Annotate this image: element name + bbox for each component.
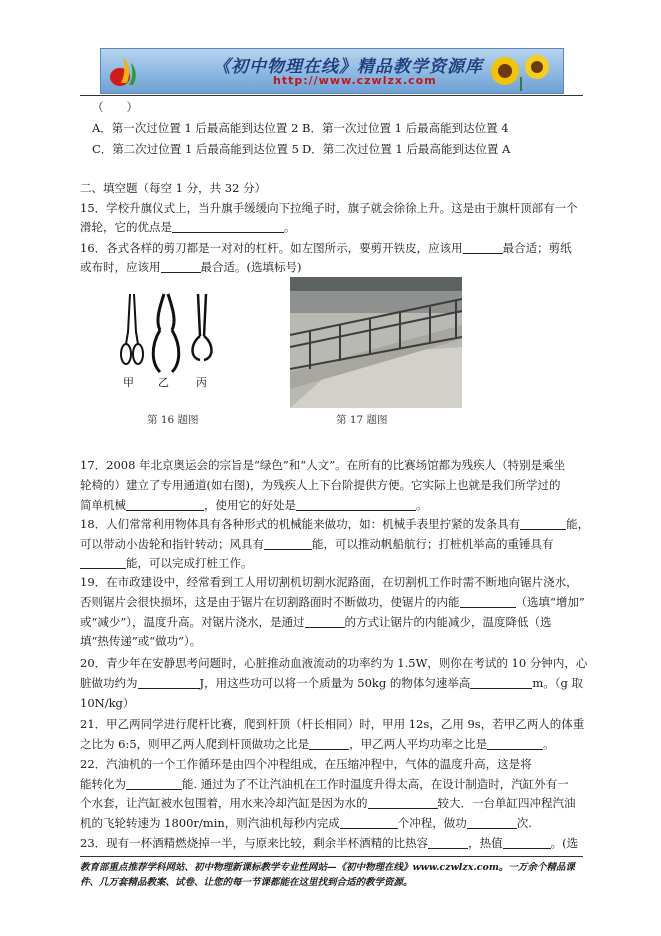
- fig16-label-bing: 丙: [196, 377, 207, 389]
- site-logo-icon: [107, 53, 141, 89]
- q19-line1: 19．在市政建设中，经常看到工人用切割机切割水泥路面，在切割机工作时需不断地向锯片浇水，: [80, 575, 578, 589]
- q22-line4: 机的飞轮转速为 1800r/min，则汽油机每秒内完成 个冲程，做功 次.: [80, 816, 532, 830]
- q23-blank1[interactable]: [428, 836, 468, 849]
- q16-line1: 16．各式各样的剪刀都是一对对的杠杆。如左图所示，要剪开铁皮，应该用 最合适；剪纸: [80, 241, 572, 255]
- q16-line2: 或布时，应该用 最合适。(选填标号): [80, 260, 302, 274]
- section-heading: 二、填空题（每空 1 分，共 32 分）: [80, 181, 267, 195]
- q17-line1: 17．2008 年北京奥运会的宗旨是“绿色”和“人文”。在所有的比赛场馆都为残疾人（特别是乘坐: [80, 458, 566, 472]
- q18-blank1[interactable]: [520, 517, 566, 530]
- scissors-yi-icon: [153, 294, 179, 372]
- q19-line2: 否则锯片会很快损坏，这是由于锯片在切割路面时不断做功，使锯片的内能 （选填“增加”: [80, 595, 585, 609]
- q21-line1: 21．甲乙两同学进行爬杆比赛，爬到杆顶（杆长相同）时，甲用 12s，乙用 9s，若甲乙两人的体重: [80, 717, 585, 731]
- q15-line2: 滑轮，它的优点是 。: [80, 220, 296, 234]
- q21-blank2[interactable]: [487, 737, 543, 750]
- q18-blank3[interactable]: [80, 556, 126, 569]
- banner-url[interactable]: http://www.czwlzx.com: [273, 74, 437, 87]
- q20-blank1[interactable]: [138, 676, 200, 689]
- fig16-label-yi: 乙: [158, 377, 169, 389]
- q17-line3: 简单机械 ，使用它的好处是 。: [80, 498, 428, 512]
- q19-blank2[interactable]: [305, 615, 345, 628]
- q22-blank3[interactable]: [340, 816, 398, 829]
- q20-blank2[interactable]: [470, 676, 532, 689]
- figure-16-scissors: [120, 292, 230, 390]
- footer-line1: 教育部重点推荐学科网站、初中物理新课标教学专业性网站—《初中物理在线》www.czwlzx.com。一万余个精品课: [80, 862, 575, 873]
- q15-blank[interactable]: [172, 220, 284, 233]
- q18-blank2[interactable]: [264, 537, 312, 550]
- q17-line2: 轮椅的）建立了专用通道(如右图)，为残疾人上下台阶提供方便。它实际上也就是我们所学过的: [80, 478, 561, 492]
- q21-line2: 之比为 6:5，则甲乙两人爬到杆顶做功之比是 ，甲乙两人平均功率之比是 。: [80, 737, 555, 751]
- q23-blank2[interactable]: [503, 836, 551, 849]
- q17-blank1[interactable]: [126, 498, 204, 511]
- fig16-label-jia: 甲: [123, 377, 134, 389]
- q14-option-a: A．第一次过位置 1 后最高能到达位置 2: [92, 121, 299, 135]
- q14-option-c: C．第二次过位置 1 后最高能到达位置 5: [92, 142, 299, 156]
- footer-line2: 件、几万套精品教案、试卷、让您的每一节课都能在这里找到合适的教学资源。: [80, 877, 413, 888]
- q23-line1: 23．现有一杯酒精燃烧掉一半，与原来比较，剩余半杯酒精的比热容 ，热值 。(选: [80, 836, 579, 850]
- q22-blank2[interactable]: [368, 796, 438, 809]
- fig16-caption: 第 16 题图: [147, 414, 199, 426]
- page-footer: [80, 856, 583, 890]
- scissors-bing-icon: [193, 294, 212, 360]
- scissors-jia-icon: [121, 294, 143, 364]
- q22-line1: 22．汽油机的一个工作循环是由四个冲程组成，在压缩冲程中，气体的温度升高，这是将: [80, 757, 532, 771]
- q18-line2: 可以带动小齿轮和指针转动；风具有 能，可以推动帆船航行；打桩机举高的重锤具有: [80, 537, 554, 551]
- q14-option-b: B．第一次过位置 1 后最高能到达位置 4: [302, 121, 509, 135]
- q14-option-d: D．第二次过位置 1 后最高能到达位置 A: [302, 142, 511, 156]
- banner-title: 《初中物理在线》精品教学资源库: [213, 57, 483, 77]
- q20-line2: 脏做功约为 J，用这些功可以将一个质量为 50kg 的物体匀速举高 m。（g 取: [80, 676, 584, 690]
- q22-line3: 个水套，让汽缸被水包围着，用水来冷却汽缸是因为水的 较大．一台单缸四冲程汽油: [80, 796, 576, 810]
- q16-blank1[interactable]: [463, 241, 503, 254]
- q14-bracket: （ ）: [92, 100, 138, 114]
- q22-blank1[interactable]: [126, 777, 182, 790]
- q21-blank1[interactable]: [309, 737, 349, 750]
- q18-line1: 18．人们常常利用物体具有各种形式的机械能来做功，如：机械手表里拧紧的发条具有 能，: [80, 517, 590, 531]
- header-divider: [80, 95, 583, 96]
- q22-line2: 能转化为 能. 通过为了不让汽油机在工作时温度升得太高，在设计制造时，汽缸外有一: [80, 777, 569, 791]
- figure-17-ramp-photo: [290, 277, 462, 408]
- header-banner: [100, 48, 564, 94]
- q19-line4: 填“热传递”或“做功”）。: [80, 634, 202, 648]
- q20-line3: 10N/kg）: [80, 696, 135, 710]
- q22-blank4[interactable]: [467, 816, 517, 829]
- q16-blank2[interactable]: [161, 260, 201, 273]
- q19-blank1[interactable]: [460, 595, 516, 608]
- sunflower-icon: [487, 51, 559, 91]
- q18-line3: 能，可以完成打桩工作。: [80, 555, 253, 571]
- fig17-caption: 第 17 题图: [336, 414, 388, 426]
- q20-line1: 20．青少年在安静思考问题时，心脏推动血液流动的功率约为 1.5W，则你在考试的 10 分钟内，心: [80, 656, 588, 670]
- q17-blank2[interactable]: [296, 498, 416, 511]
- q19-line3: 或“减少”），温度升高。对锯片浇水，是通过 的方式让锯片的内能减少，温度降低（选: [80, 615, 552, 629]
- q15-line1: 15．学校升旗仪式上，当升旗手缓缓向下拉绳子时，旗子就会徐徐上升。这是由于旗杆顶部有一个: [80, 201, 578, 215]
